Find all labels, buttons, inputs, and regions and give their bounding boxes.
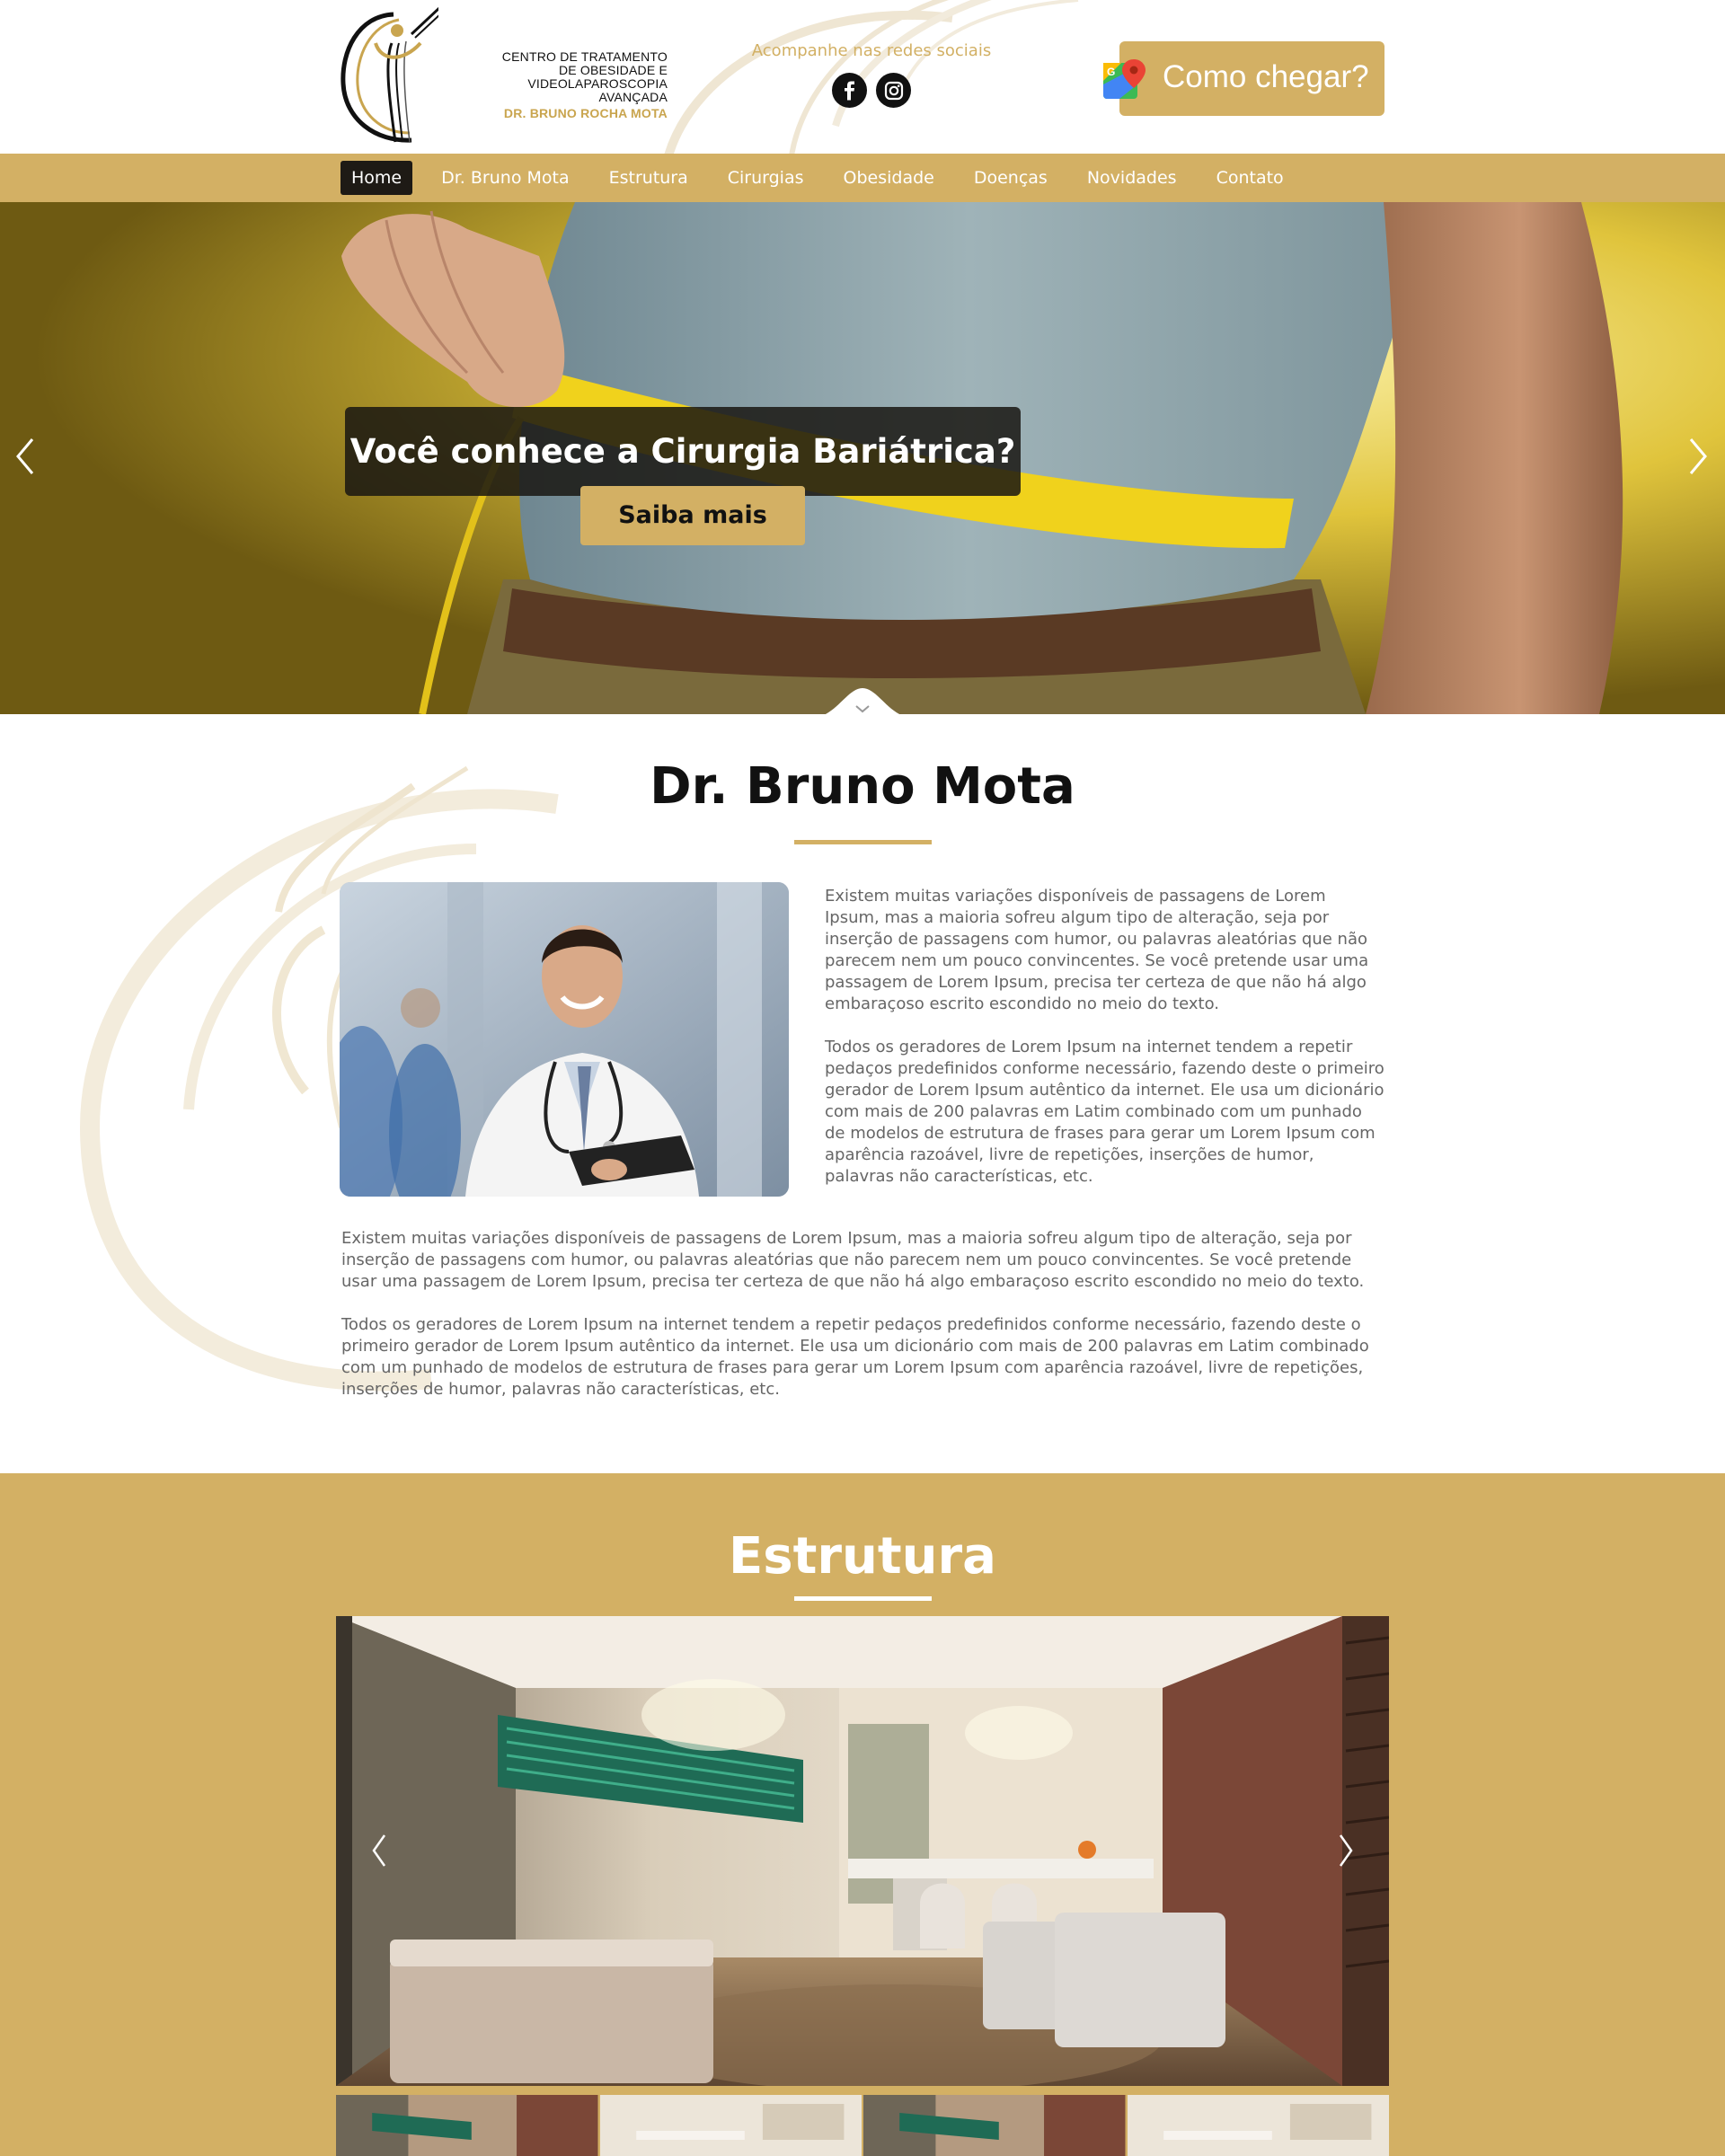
nav-item-novidades[interactable]: Novidades bbox=[1086, 168, 1177, 188]
social-block bbox=[737, 41, 1006, 108]
gallery-thumbnail[interactable] bbox=[336, 2095, 598, 2156]
chevron-left-icon[interactable] bbox=[363, 1828, 395, 1873]
hero-slider bbox=[0, 202, 1725, 714]
logo-line: DE OBESIDADE E bbox=[558, 63, 668, 77]
nav-item-contato[interactable]: Contato bbox=[1216, 168, 1284, 188]
nav-item-dr-bruno-mota[interactable]: Dr. Bruno Mota bbox=[441, 168, 570, 188]
doctor-section bbox=[0, 714, 1725, 1473]
nav-item-obesidade[interactable]: Obesidade bbox=[843, 168, 934, 188]
logo-line: CENTRO DE TRATAMENTO bbox=[501, 49, 668, 64]
nav-item-cirurgias[interactable]: Cirurgias bbox=[727, 168, 804, 188]
instagram-icon[interactable] bbox=[876, 73, 911, 108]
learn-more-button[interactable]: Saiba mais bbox=[580, 486, 805, 545]
doctor-paragraph-1: Existem muitas variações disponíveis de passagens de Lorem Ipsum, mas a maioria sofreu algum tipo de alteração, seja por inserção de passagens com humor, ou palavras aleatórias que não parecem nem um pouco convincentes. Se você pretende usar uma passagem de Lorem Ipsum, precisa ter certeza de que não há algo embaraçoso escrito escondido no meio do texto. bbox=[825, 887, 1369, 1013]
doctor-paragraph-4: Todos os geradores de Lorem Ipsum na internet tendem a repetir pedaços predefinidos conforme necessário, fazendo deste o primeiro gerador de Lorem Ipsum autêntico da internet. Ele usa um dicionário com mais de 200 palavras em Latim combinado com um punhado de modelos de estrutura de frases para gerar um Lorem Ipsum com aparência razoável, livre de repetições, inserções de humor, palavras não características, etc. bbox=[341, 1315, 1369, 1399]
facebook-icon[interactable] bbox=[832, 73, 867, 108]
estrutura-section bbox=[0, 1473, 1725, 2156]
nav-item-estrutura[interactable]: Estrutura bbox=[608, 168, 688, 188]
svg-text:G: G bbox=[1107, 66, 1116, 78]
gallery-image bbox=[336, 1616, 1389, 2086]
doctor-section-title: Dr. Bruno Mota bbox=[650, 757, 1075, 816]
logo-icon bbox=[340, 7, 438, 147]
logo-text bbox=[429, 50, 668, 120]
hero-caption bbox=[345, 407, 1021, 496]
hero-title: Você conhece a Cirurgia Bariátrica? bbox=[349, 432, 1016, 471]
gallery-thumbnails bbox=[336, 2095, 1389, 2156]
gallery-thumbnail[interactable] bbox=[1128, 2095, 1390, 2156]
chevron-left-icon[interactable] bbox=[9, 434, 41, 479]
social-icons bbox=[737, 73, 1006, 108]
doctor-paragraph-2: Todos os geradores de Lorem Ipsum na internet tendem a repetir pedaços predefinidos conforme necessário, fazendo deste o primeiro gerador de Lorem Ipsum autêntico da internet. Ele usa um dicionário com mais de 200 palavras em Latim combinado com um punhado de modelos de estrutura de frases para gerar um Lorem Ipsum com aparência razoável, livre de repetições, inserções de humor, palavras não características, etc. bbox=[825, 1038, 1384, 1186]
estrutura-section-title: Estrutura bbox=[729, 1527, 996, 1586]
logo-doctor-name: DR. BRUNO ROCHA MOTA bbox=[503, 106, 668, 120]
chevron-right-icon[interactable] bbox=[1682, 434, 1714, 479]
doctor-photo bbox=[340, 882, 789, 1197]
nav-list bbox=[341, 161, 1313, 195]
doctor-paragraph-3: Existem muitas variações disponíveis de passagens de Lorem Ipsum, mas a maioria sofreu algum tipo de alteração, seja por inserção de passagens com humor, ou palavras aleatórias que não parecem nem um pouco convincentes. Se você pretende usar uma passagem de Lorem Ipsum, precisa ter certeza de que não há algo embaraçoso escrito escondido no meio do texto. bbox=[341, 1229, 1365, 1291]
site-logo[interactable] bbox=[340, 7, 668, 147]
nav-item-home[interactable]: Home bbox=[341, 161, 412, 195]
nav-item-doencas[interactable]: Doenças bbox=[973, 168, 1048, 188]
logo-line: AVANÇADA bbox=[598, 90, 668, 104]
gallery-thumbnail[interactable] bbox=[863, 2095, 1126, 2156]
how-to-get-there-label: Como chegar? bbox=[1163, 59, 1369, 94]
social-title: Acompanhe nas redes sociais bbox=[751, 41, 992, 60]
gallery-thumbnail[interactable] bbox=[600, 2095, 862, 2156]
google-maps-icon bbox=[1101, 57, 1146, 102]
title-underline bbox=[794, 840, 932, 844]
chevron-right-icon[interactable] bbox=[1330, 1828, 1362, 1873]
main-nav bbox=[0, 154, 1725, 202]
how-to-get-there-button[interactable] bbox=[1119, 41, 1384, 116]
logo-line: VIDEOLAPAROSCOPIA bbox=[527, 76, 668, 91]
site-header bbox=[0, 0, 1725, 154]
scroll-down-notch[interactable] bbox=[809, 683, 916, 714]
title-underline bbox=[794, 1596, 932, 1601]
estrutura-gallery bbox=[336, 1616, 1389, 2086]
